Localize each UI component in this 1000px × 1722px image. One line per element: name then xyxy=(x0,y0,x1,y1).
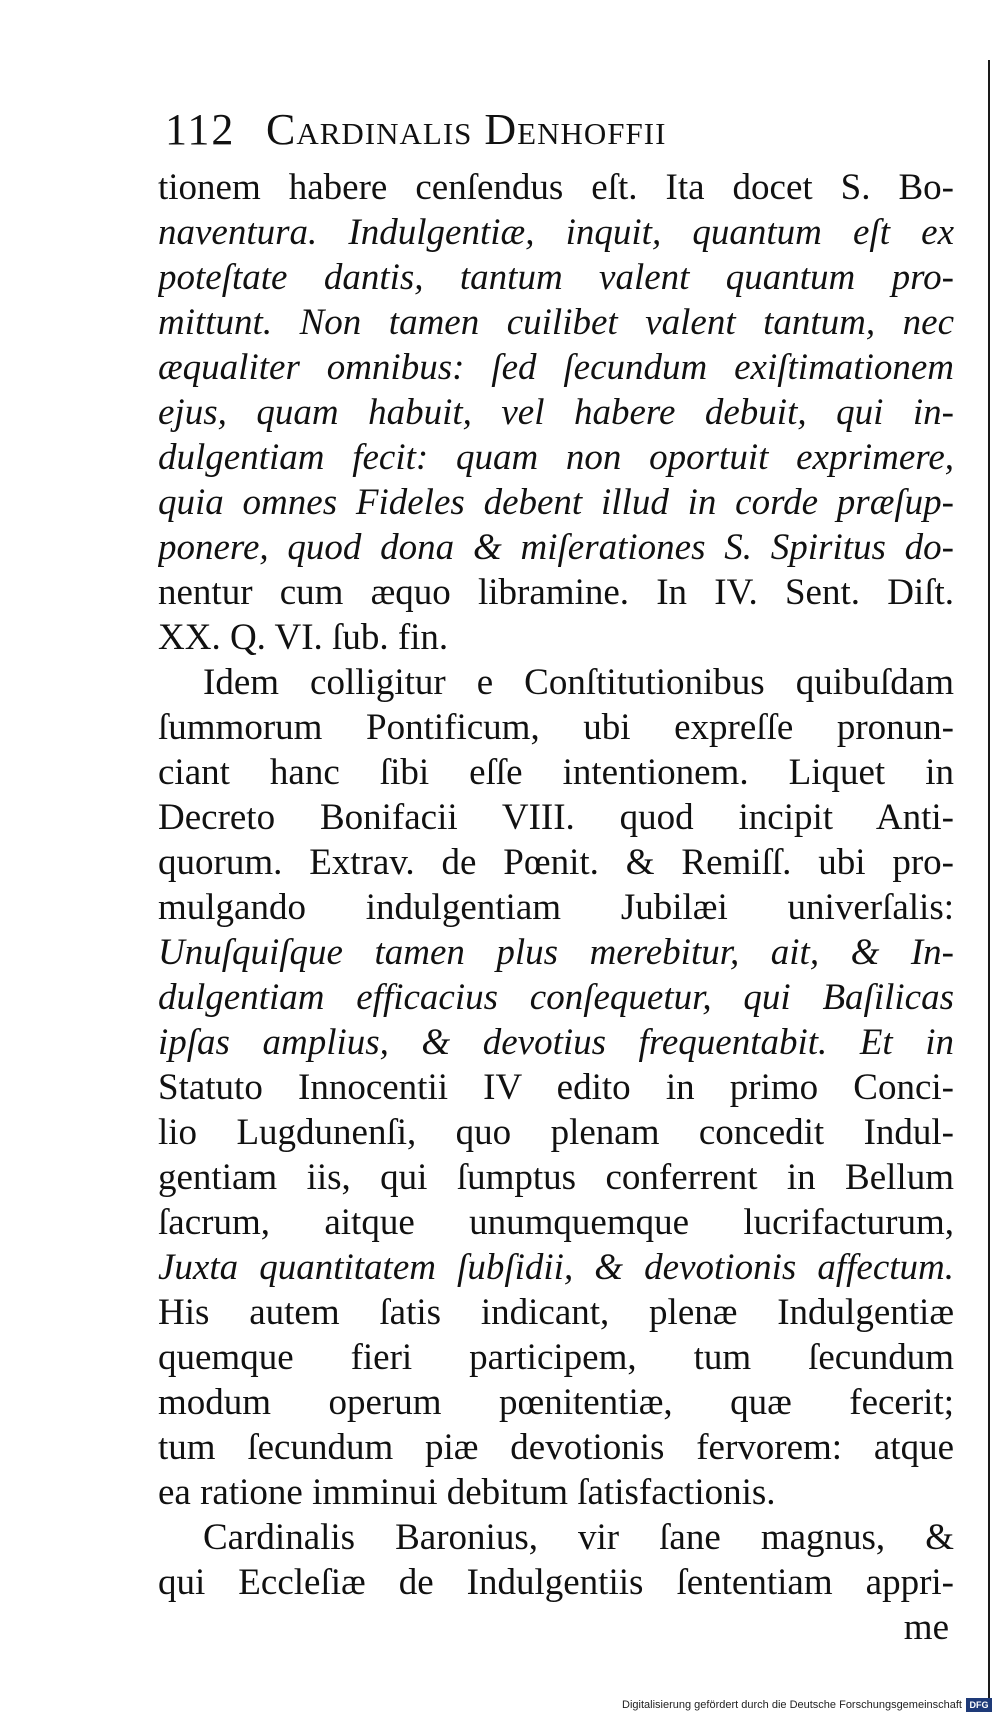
text-line: poteſtate dantis, tantum valent quantum pro- xyxy=(158,257,954,298)
text-line: Decreto Bonifacii VIII. quod incipit Anti- xyxy=(158,797,954,838)
text-line: dulgentiam fecit: quam non oportuit exprimere, xyxy=(158,437,954,478)
dfg-logo-icon: DFG xyxy=(966,1698,992,1712)
text-line: dulgentiam efficacius conſequetur, qui Baſilicas xyxy=(158,977,954,1018)
text-line: ſacrum, aitque unumquemque lucrifacturum, xyxy=(158,1202,954,1243)
text-line: Idem colligitur e Conſtitutionibus quibuſdam xyxy=(203,662,954,703)
credit-text: Digitalisierung gefördert durch die Deutsche Forschungsgemeinschaft xyxy=(622,1699,962,1711)
text-line: lio Lugdunenſi, quo plenam concedit Indul- xyxy=(158,1112,954,1153)
text-line: naventura. Indulgentiæ, inquit, quantum eſt ex xyxy=(158,212,954,253)
text-line: ciant hanc ſibi eſſe intentionem. Liquet in xyxy=(158,752,954,793)
running-title: Cardinalis Denhoffii xyxy=(266,105,667,154)
page-header xyxy=(165,100,905,160)
text-line: nentur cum æquo libramine. In IV. Sent. Diſt. xyxy=(158,572,954,613)
text-line: Unuſquiſque tamen plus merebitur, ait, & In- xyxy=(158,932,954,973)
text-line: æqualiter omnibus: ſed ſecundum exiſtimationem xyxy=(158,347,954,388)
text-line: His autem ſatis indicant, plenæ Indulgentiæ xyxy=(158,1292,954,1333)
text-line: Statuto Innocentii IV edito in primo Conci- xyxy=(158,1067,954,1108)
page-number: 112 xyxy=(165,105,236,154)
text-line: Cardinalis Baronius, vir ſane magnus, & xyxy=(203,1517,954,1558)
text-line: XX. Q. VI. ſub. fin. xyxy=(158,617,449,658)
text-line: ſummorum Pontificum, ubi expreſſe pronun- xyxy=(158,707,954,748)
text-line: ipſas amplius, & devotius frequentabit. Et in xyxy=(158,1022,954,1063)
text-line: quorum. Extrav. de Pœnit. & Remiſſ. ubi pro- xyxy=(158,842,954,883)
catchword: me xyxy=(903,1607,949,1648)
text-line: mittunt. Non tamen cuilibet valent tantum, nec xyxy=(158,302,954,343)
text-line: ea ratione imminui debitum ſatisfactionis. xyxy=(158,1472,776,1513)
body-text xyxy=(158,165,954,1650)
text-line: gentiam iis, qui ſumptus conferrent in Bellum xyxy=(158,1157,954,1198)
text-line: ejus, quam habuit, vel habere debuit, qui in- xyxy=(158,392,954,433)
text-line: ponere, quod dona & miſerationes S. Spiritus do- xyxy=(158,527,954,568)
digitization-credit xyxy=(622,1694,992,1716)
text-line: qui Eccleſiæ de Indulgentiis ſententiam appri- xyxy=(158,1562,954,1603)
text-line: Juxta quantitatem ſubſidii, & devotionis affectum. xyxy=(158,1247,954,1288)
page-edge-line xyxy=(988,60,990,1710)
text-line: tionem habere cenſendus eſt. Ita docet S. Bo- xyxy=(158,167,954,208)
text-line: quemque fieri participem, tum ſecundum xyxy=(158,1337,954,1378)
text-line: mulgando indulgentiam Jubilæi univerſalis: xyxy=(158,887,954,928)
text-line: modum operum pœnitentiæ, quæ fecerit; xyxy=(158,1382,954,1423)
text-line: quia omnes Fideles debent illud in corde præſup- xyxy=(158,482,954,523)
text-line: tum ſecundum piæ devotionis fervorem: atque xyxy=(158,1427,954,1468)
